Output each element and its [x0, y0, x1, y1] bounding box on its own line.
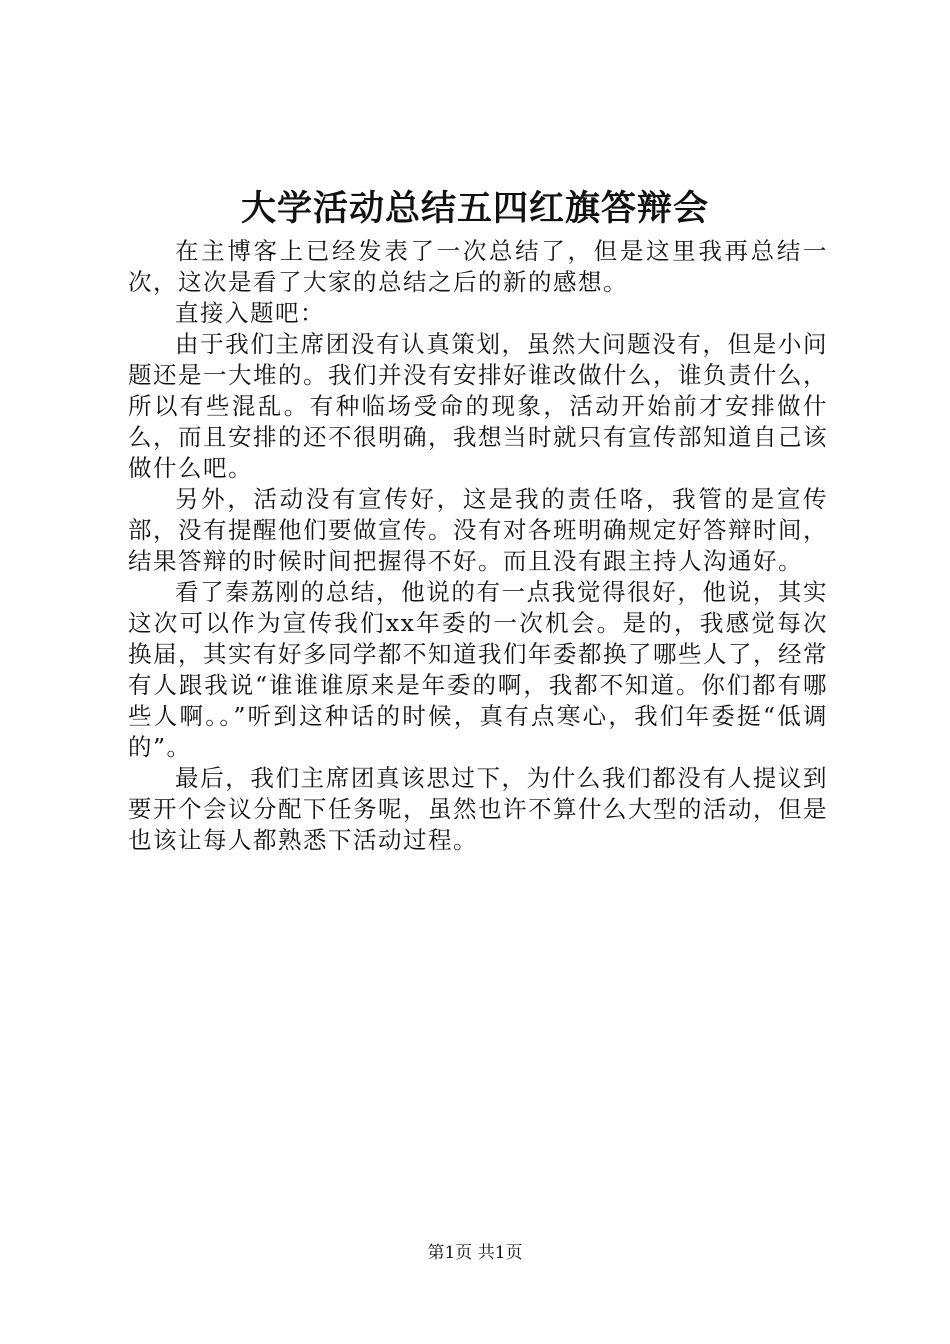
paragraph-reflection: 看了秦荔刚的总结，他说的有一点我觉得很好，他说，其实这次可以作为宣传我们xx年委的一次机会。是的，我感觉每次换届，其实有好多同学都不知道我们年委都换了哪些人了，经常有人跟我说“谁谁谁原来是年委的啊，我都不知道。你们都有哪些人啊。。”听到这种话的时候，真有点寒心，我们年委挺“低调的”。 — [128, 578, 828, 761]
document-body — [128, 236, 828, 856]
paragraph-planning: 由于我们主席团没有认真策划，虽然大问题没有，但是小问题还是一大堆的。我们并没有安排好谁改做什么，谁负责什么，所以有些混乱。有种临场受命的现象，活动开始前才安排做什么，而且安排的还不很明确，我想当时就只有宣传部知道自己该做什么吧。 — [128, 330, 828, 482]
document-title: 大学活动总结五四红旗答辩会 — [240, 188, 709, 229]
paragraph-conclusion: 最后，我们主席团真该思过下，为什么我们都没有人提议到要开个会议分配下任务呢，虽然也许不算什么大型的活动，但是也该让每人都熟悉下活动过程。 — [128, 764, 828, 854]
paragraph-publicity: 另外，活动没有宣传好，这是我的责任咯，我管的是宣传部，没有提醒他们要做宣传。没有对各班明确规定好答辩时间，结果答辩的时候时间把握得不好。而且没有跟主持人沟通好。 — [128, 485, 828, 575]
paragraph-intro: 在主博客上已经发表了一次总结了，但是这里我再总结一次，这次是看了大家的总结之后的新的感想。 — [128, 237, 828, 296]
page-footer: 第1页 共1页 — [427, 1243, 523, 1263]
paragraph-lead-in: 直接入题吧： — [175, 299, 325, 327]
